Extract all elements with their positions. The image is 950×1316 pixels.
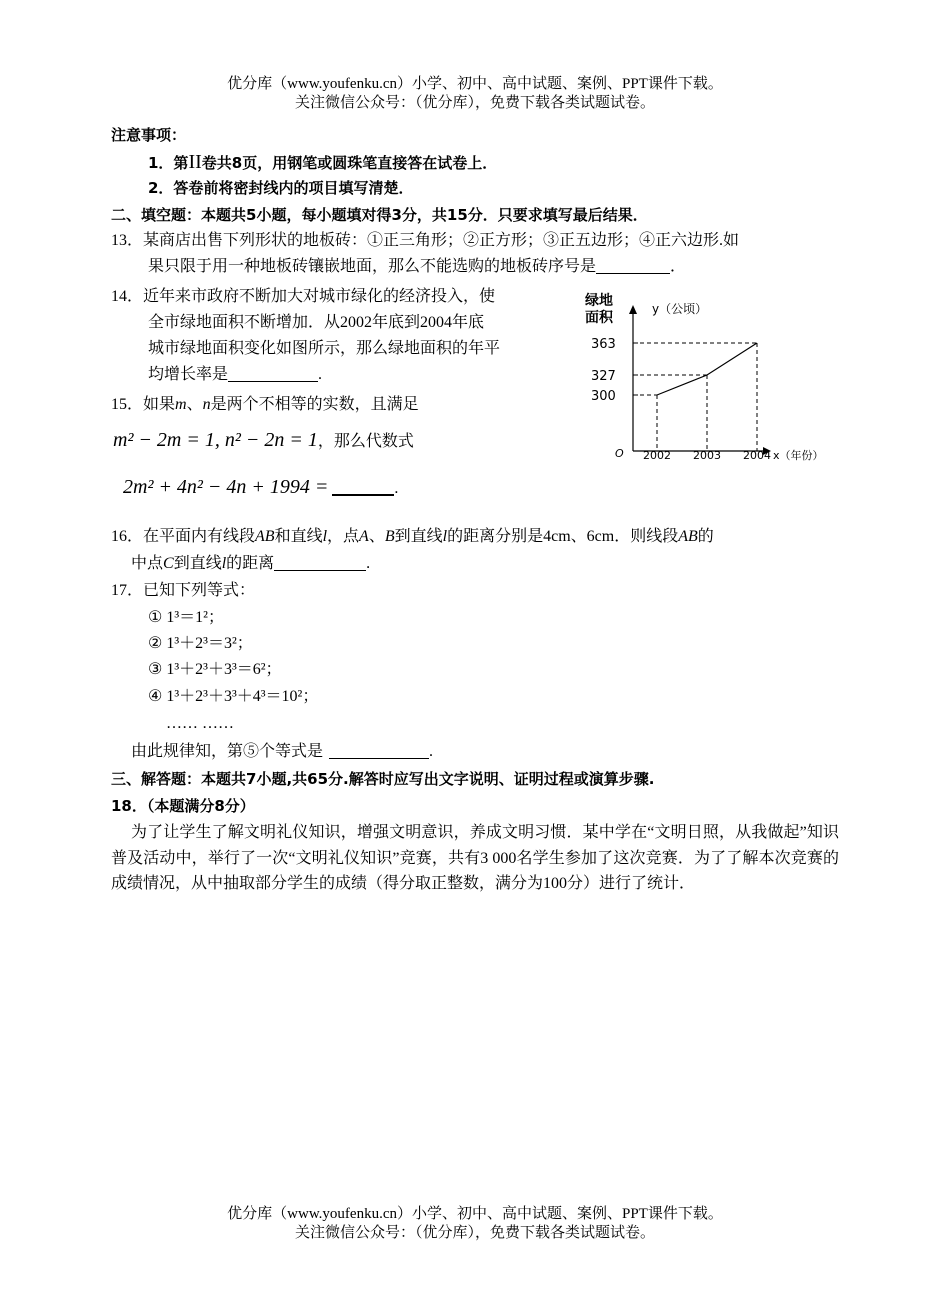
q15-line-1: 15．如果m、n是两个不相等的实数，且满足 (111, 396, 419, 413)
q16-line-1: 16．在平面内有线段AB和直线l，点A、B到直线l的距离分别是4cm、6cm．则线段AB的 (111, 528, 714, 545)
answer-blank (274, 554, 366, 571)
chart-origin: O (615, 447, 624, 460)
x-tick-label: 2003 (693, 449, 721, 462)
answer-blank (329, 742, 429, 759)
q15-equation-2: 2m² + 4n² − 4n + 1994 = . (123, 476, 399, 498)
chart-ylabel-bottom: 面积 (585, 310, 613, 326)
section3-heading: 三、解答题：本题共7小题,共65分.解答时应写出文字说明、证明过程或演算步骤. (111, 770, 655, 788)
q14-line-3: 城市绿地面积变化如图所示，那么绿地面积的年平 (148, 340, 501, 357)
chart-x-unit: x（年份） (773, 449, 824, 462)
q16-line-2: 中点C到直线l的距离 . (131, 555, 371, 572)
footer-line-1: 优分库（www.youfenku.cn）小学、初中、高中试题、案例、PPT课件下载。 (227, 1206, 723, 1222)
y-tick-label: 327 (591, 369, 616, 384)
q17-conclusion: 由此规律知，第⑤个等式是 . (131, 743, 434, 760)
chart-ylabel-top: 绿地 (585, 293, 613, 309)
q13-line-2: 果只限于用一种地板砖镶嵌地面，那么不能选购的地板砖序号是 ． (148, 258, 687, 275)
x-tick-label: 2002 (643, 449, 671, 462)
q14-line-2: 全市绿地面积不断增加．从2002年底到2004年底 (148, 314, 485, 331)
header-line-1: 优分库（www.youfenku.cn）小学、初中、高中试题、案例、PPT课件下载。 (227, 76, 723, 92)
expression: 2m² + 4n² − 4n + 1994 = (123, 476, 329, 498)
q17-eq-1: ① 1³＝1²； (148, 609, 224, 626)
green-area-chart (575, 285, 835, 470)
q18-paragraph: 为了让学生了解文明礼仪知识，增强文明意识，养成文明习惯．某中学在“文明日照，从我做起”知识普及活动中，举行了一次“文明礼仪知识”竞赛，共有3 000名学生参加了这次竞赛．为了了解本次竞赛的成绩情况，从中抽取部分学生的成绩（得分取正整数，满分为100分）进行了统计． (111, 824, 839, 892)
section2-heading: 二、填空题：本题共5小题，每小题填对得3分，共15分．只要求填写最后结果． (111, 206, 648, 224)
q18-title: 18．（本题满分8分） (111, 797, 255, 815)
condition-equation: m² − 2m = 1, n² − 2n = 1 (113, 429, 318, 451)
notes-item-1: 1．第II卷共8页，用钢笔或圆珠笔直接答在试卷上． (148, 151, 498, 173)
q15-equation-1: m² − 2m = 1, n² − 2n = 1，那么代数式 (113, 429, 414, 451)
q17-intro: 17．已知下列等式： (111, 582, 256, 599)
q17-eq-2: ② 1³＋2³＝3²； (148, 635, 253, 652)
answer-blank (596, 257, 670, 274)
x-tick-label: 2004 (743, 449, 771, 462)
notes-title: 注意事项： (111, 126, 187, 144)
q17-dots: …… …… (166, 715, 234, 732)
header-line-2: 关注微信公众号：（优分库），免费下载各类试题试卷。 (294, 95, 655, 111)
answer-blank (228, 365, 318, 382)
q17-eq-3: ③ 1³＋2³＋3³＝6²； (148, 661, 282, 678)
answer-blank (332, 478, 394, 496)
y-axis-arrow (629, 305, 637, 314)
series-line (657, 343, 757, 395)
y-tick-label: 363 (591, 337, 616, 352)
q17-eq-4: ④ 1³＋2³＋3³＋4³＝10²； (148, 688, 319, 705)
footer-line-2: 关注微信公众号：（优分库），免费下载各类试题试卷。 (294, 1225, 655, 1241)
y-tick-label: 300 (591, 389, 616, 404)
notes-item-2: 2．答卷前将密封线内的项目填写清楚． (148, 179, 414, 197)
chart-y-unit: y（公顷） (652, 302, 708, 316)
q14-line-1: 14．近年来市政府不断加大对城市绿化的经济投入，使 (111, 288, 496, 305)
q14-line-4: 均增长率是 . (148, 366, 323, 383)
q13-line-1: 13．某商店出售下列形状的地板砖：①正三角形；②正方形；③正五边形；④正六边形.如 (111, 232, 740, 249)
